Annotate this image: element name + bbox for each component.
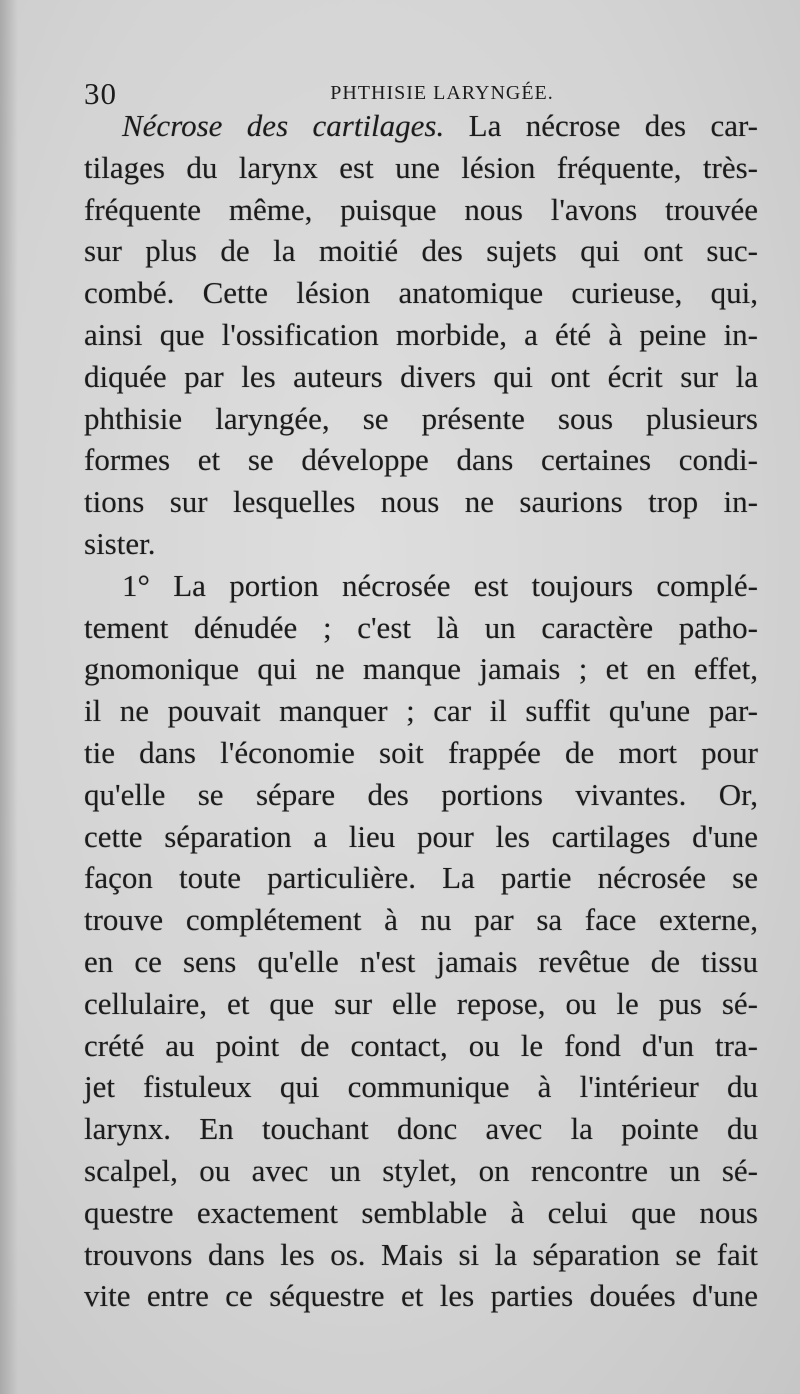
text-line xyxy=(84,105,758,147)
text-line: fréquente même, puisque nous l'avons trouvée xyxy=(84,191,758,227)
paragraph-point-1 xyxy=(84,565,758,1317)
text-line: gnomonique qui ne manque jamais ; et en effet, xyxy=(84,651,758,687)
text-line: en ce sens qu'elle n'est jamais revêtue de tissu xyxy=(84,943,758,979)
text-line: sister. xyxy=(84,525,156,561)
running-title: PHTHISIE LARYNGÉE. xyxy=(330,82,554,104)
text-line: combé. Cette lésion anatomique curieuse, qui, xyxy=(84,275,758,311)
text-line: ainsi que l'ossification morbide, a été à peine in- xyxy=(84,316,758,352)
text-line: qu'elle se sépare des portions vivantes. Or, xyxy=(84,776,758,812)
text-line: tilages du larynx est une lésion fréquente, très- xyxy=(84,149,758,185)
text-line: trouvons dans les os. Mais si la séparation se fait xyxy=(84,1236,758,1272)
text-line: cellulaire, et que sur elle repose, ou le pus sé- xyxy=(84,985,758,1021)
page-binding-shadow xyxy=(0,0,18,1394)
text-line: façon toute particulière. La partie nécrosée se xyxy=(84,860,758,896)
text-line: jet fistuleux qui communique à l'intérieur du xyxy=(84,1069,758,1105)
text-line: 1° La portion nécrosée est toujours complé- xyxy=(122,567,758,603)
text-line: formes et se développe dans certaines condi- xyxy=(84,442,758,478)
text-line: tement dénudée ; c'est là un caractère patho- xyxy=(84,609,758,645)
text-line: larynx. En touchant donc avec la pointe du xyxy=(84,1111,758,1147)
text-line: scalpel, ou avec un stylet, on rencontre un sé- xyxy=(84,1152,758,1188)
text-line: sur plus de la moitié des sujets qui ont suc- xyxy=(84,233,758,269)
body-text xyxy=(84,105,758,1317)
text-line: vite entre ce séquestre et les parties douées d'une xyxy=(84,1278,758,1314)
text-line: trouve complétement à nu par sa face externe, xyxy=(84,902,758,938)
text-line: tions sur lesquelles nous ne saurions trop in- xyxy=(84,484,758,520)
text-line-content: La nécrose des car- xyxy=(444,108,758,143)
text-line: tie dans l'économie soit frappée de mort pour xyxy=(84,734,758,770)
text-line: phthisie laryngée, se présente sous plusieurs xyxy=(84,400,758,436)
paragraph-necrose xyxy=(84,105,758,565)
text-line: il ne pouvait manquer ; car il suffit qu'une par- xyxy=(84,693,758,729)
section-lead-italic: Nécrose des cartilages. xyxy=(122,108,445,143)
text-line: crété au point de contact, ou le fond d'un tra- xyxy=(84,1027,758,1063)
text-line: questre exactement semblable à celui que nous xyxy=(84,1194,758,1230)
text-line: diquée par les auteurs divers qui ont écrit sur la xyxy=(84,358,758,394)
page-number: 30 xyxy=(84,76,117,111)
text-line: cette séparation a lieu pour les cartilages d'une xyxy=(84,818,758,854)
